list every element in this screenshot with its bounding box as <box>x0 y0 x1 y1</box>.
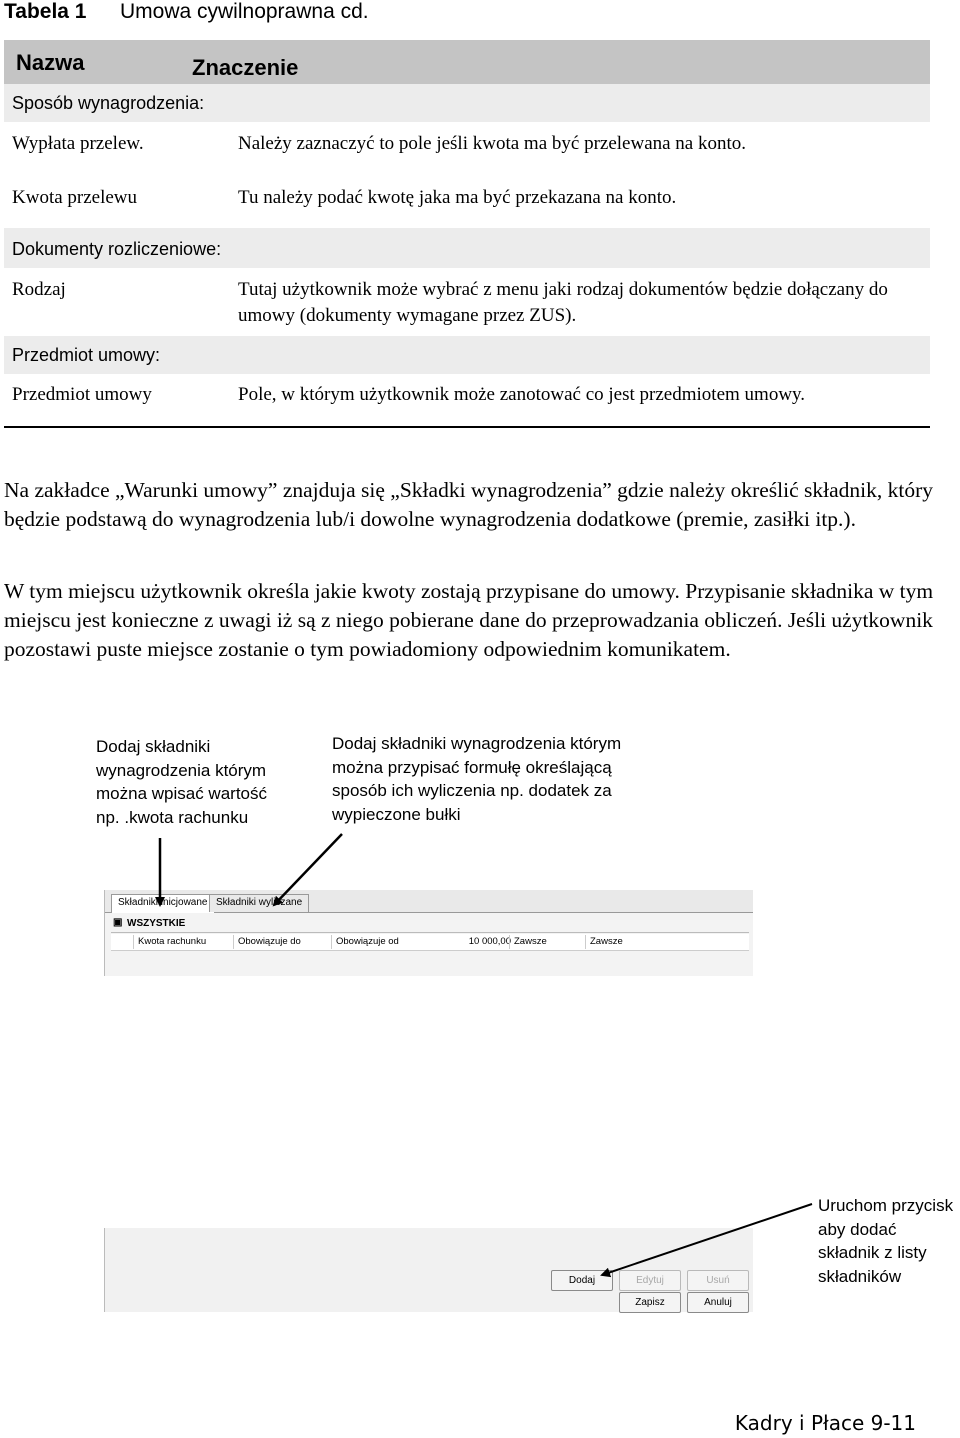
collapse-icon[interactable]: ▣ <box>113 917 123 928</box>
row-meaning: Tutaj użytkownik może wybrać z menu jaki rodzaj dokumentów będzie dołączany do umowy (dokumenty wymagane przez ZUS). <box>238 279 888 326</box>
save-button[interactable]: Zapisz <box>619 1292 681 1313</box>
row-name: Przedmiot umowy <box>12 384 152 405</box>
annotation-note: Dodaj składniki wynagrodzenia którym można przypisać formułę określającą sposób ich wyliczenia np. dodatek za wypieczone bułki <box>332 734 622 824</box>
section-title: Sposób wynagrodzenia: <box>12 93 205 113</box>
cell-name: Kwota rachunku <box>133 935 232 949</box>
cancel-button[interactable]: Anuluj <box>687 1292 749 1313</box>
section-title: Dokumenty rozliczeniowe: <box>12 239 222 259</box>
table-title: Umowa cywilnoprawna cd. <box>120 0 369 23</box>
paragraph: Na zakładce „Warunki umowy” znajduja się „Składki wynagrodzenia” gdzie należy określić składnik, który będzie podstawą do wynagrodzenia lub/i dowolne wynagrodzenia dodatkowe (premie, zasiłki itp.). <box>4 478 933 531</box>
tab-initiated-components[interactable]: Składniki inicjowane <box>111 894 215 913</box>
annotation-note: Dodaj składniki wynagrodzenia którym można wpisać wartość np. .kwota rachunku <box>96 737 268 827</box>
page-footer: Kadry i Płace 9-11 <box>734 1411 916 1435</box>
section-title: Przedmiot umowy: <box>12 345 161 365</box>
header-meaning: Znaczenie <box>192 55 299 80</box>
annotation-note: Uruchom przycisk aby dodać składnik z listy składników <box>818 1196 954 1286</box>
tab-calculated-components[interactable]: Składniki wyliczane <box>209 894 309 912</box>
delete-button[interactable]: Usuń <box>687 1270 749 1291</box>
cell-valid-to-value: Zawsze <box>509 935 586 949</box>
cell-valid-from: Obowiązuje od <box>331 935 456 949</box>
table-label: Tabela 1 <box>4 0 87 23</box>
add-button[interactable]: Dodaj <box>551 1270 613 1291</box>
row-name: Wypłata przelew. <box>12 133 144 154</box>
cell-amount: 10 000,00 <box>468 936 511 947</box>
edit-button[interactable]: Edytuj <box>619 1270 681 1291</box>
arrow-to-add-button <box>602 1204 812 1275</box>
paragraph: W tym miejscu użytkownik określa jakie kwoty zostają przypisane do umowy. Przypisanie składnika w tym miejscu jest konieczne z uwagi iż są z niego pobierane dane do przeprowadzania obliczeń. Jeśli użytkownik pozostawi puste miejsce zostanie o tym powiadomiony odpowiednim komunikatem. <box>4 579 934 661</box>
row-name: Kwota przelewu <box>12 187 138 208</box>
row-meaning: Należy zaznaczyć to pole jeśli kwota ma być przelewana na konto. <box>238 133 747 154</box>
cell-valid-to: Obowiązuje do <box>233 935 332 949</box>
row-name: Rodzaj <box>12 279 66 300</box>
arrow-to-calculated-tab <box>274 834 342 905</box>
header-name: Nazwa <box>16 50 85 75</box>
row-meaning: Tu należy podać kwotę jaka ma być przekazana na konto. <box>238 187 677 208</box>
cell-valid-from-value: Zawsze <box>585 935 690 949</box>
group-label: WSZYSTKIE <box>127 918 186 929</box>
row-meaning: Pole, w którym użytkownik może zanotować co jest przedmiotem umowy. <box>238 384 806 405</box>
